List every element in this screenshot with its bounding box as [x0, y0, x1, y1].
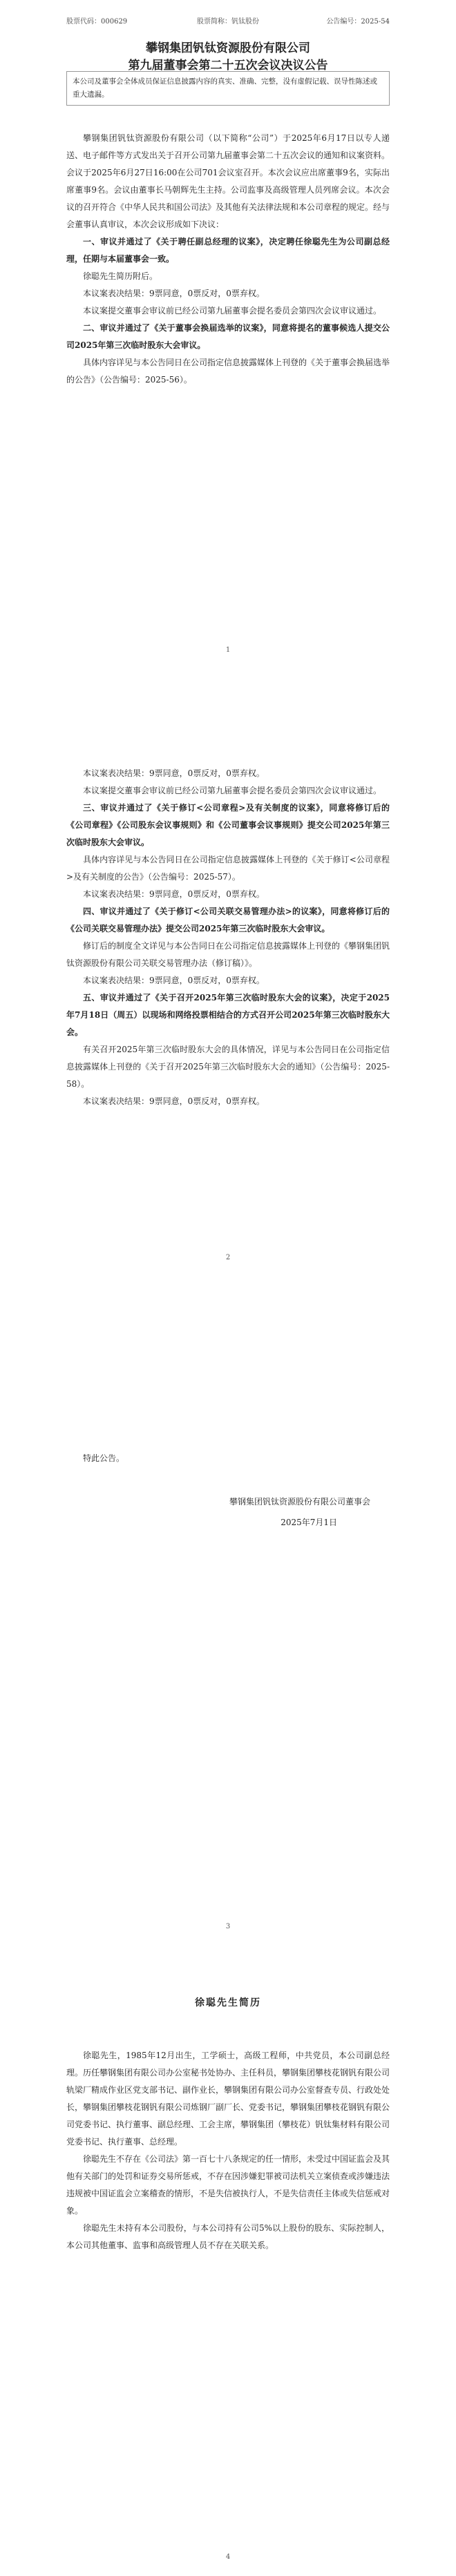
bio-paragraph-1: 徐聪先生，1985年12月出生，工学硕士，高级工程师，中共党员，本公司副总经理。历任攀钢集团有限公司办公室秘书处协办、主任科员，攀钢集团攀枝花钢钒有限公司轨梁厂精成作业区党支部书记、副作业长，攀钢集团有限公司办公室督查专员、行政处处长，攀钢集团攀枝花钢钒有限公司炼钢厂副厂长、党委书记，攀钢集团攀枝花钢钒有限公司党委书记、执行董事、副总经理、工会主席，攀钢集团（攀枝花）钒钛集材料有限公司党委书记、执行董事、总经理。	[66, 2051, 390, 2147]
resolution-3-title: 三、审议并通过了《关于修订<公司章程>及有关制度的议案》，同意将修订后的《公司章程》《公司股东会议事规则》和《公司董事会议事规则》提交公司2025年第三次临时股东大会审议。	[66, 803, 390, 847]
resolution-5-title: 五、审议并通过了《关于召开2025年第三次临时股东大会的议案》，决定于2025年7月18日（周五）以现场和网络投票相结合的方式召开公司2025年第三次临时股东大会。	[66, 993, 390, 1037]
document-header	[66, 15, 390, 26]
stock-code: 股票代码：000629	[66, 18, 128, 26]
resolution-5-vote: 本议案表决结果：9票同意，0票反对，0票弃权。	[83, 1096, 265, 1106]
page1-body	[66, 130, 390, 389]
company-title: 攀钢集团钒钛资源股份有限公司	[146, 41, 310, 55]
page-2	[0, 696, 456, 1395]
signature-block	[66, 1491, 390, 1533]
page-number: 4	[225, 2553, 231, 2561]
resolution-2-detail: 具体内容详见与本公告同日在公司指定信息披露媒体上刊登的《关于董事会换届选举的公告》（公告编号：2025-56）。	[66, 358, 390, 385]
signature-date: 2025年7月1日	[281, 1518, 337, 1527]
page-number: 2	[225, 1254, 231, 1261]
page-1	[0, 0, 456, 696]
resolution-2-committee-note: 本议案提交董事会审议前已经公司第九届董事会提名委员会第四次会议审议通过。	[83, 786, 382, 795]
resolution-1-vote: 本议案表决结果：9票同意，0票反对，0票弃权。	[83, 289, 265, 298]
page3-body	[66, 1450, 390, 1467]
bio-body	[66, 2047, 390, 2254]
resolution-1-title: 一、审议并通过了《关于聘任副总经理的议案》，决定聘任徐聪先生为公司副总经理，任期与本届董事会一致。	[66, 237, 390, 264]
bio-title: 徐聪先生简历	[195, 1997, 261, 2008]
disclaimer-box: 本公司及董事会全体成员保证信息披露内容的真实、准确、完整，没有虚假记载、误导性陈述或重大遗漏。	[66, 71, 390, 106]
intro-paragraph: 攀钢集团钒钛资源股份有限公司（以下简称“公司”）于2025年6月17日以专人递送、电子邮件等方式发出关于召开公司第九届董事会第二十五次会议的通知和议案资料。会议于2025年6月27日16:00在公司701会议室召开。本次会议应出席董事9名，实际出席董事9名。会议由董事长马朝辉先生主持。公司监事及高级管理人员列席会议。本次会议的召开符合《中华人民共和国公司法》及其他有关法律法规和本公司章程的规定。经与会董事认真审议，本次会议形成如下决议：	[66, 133, 390, 229]
resolution-3-detail: 具体内容详见与本公告同日在公司指定信息披露媒体上刊登的《关于修订<公司章程>及有关制度的公告》（公告编号：2025-57）。	[66, 855, 390, 882]
bio-paragraph-2: 徐聪先生不存在《公司法》第一百七十八条规定的任一情形，未受过中国证监会及其他有关部门的处罚和证券交易所惩戒，不存在因涉嫌犯罪被司法机关立案侦查或涉嫌违法违规被中国证监会立案稽查的情形，不是失信被执行人，不是失信责任主体或失信惩戒对象。	[66, 2154, 390, 2216]
resolution-4-vote: 本议案表决结果：9票同意，0票反对，0票弃权。	[83, 976, 265, 985]
closing-statement: 特此公告。	[83, 1453, 125, 1463]
resolution-1-bio-note: 徐聪先生简历附后。	[83, 271, 158, 281]
resolution-1-committee-note: 本议案提交董事会审议前已经公司第九届董事会提名委员会第四次会议审议通过。	[83, 306, 382, 316]
page2-body	[66, 765, 390, 1110]
stock-name: 股票简称：钒钛股份	[197, 18, 259, 26]
resolution-2-vote: 本议案表决结果：9票同意，0票反对，0票弃权。	[83, 768, 265, 778]
resolution-3-vote: 本议案表决结果：9票同意，0票反对，0票弃权。	[83, 889, 265, 899]
page-number: 3	[225, 1923, 231, 1930]
page-3	[0, 1395, 456, 1961]
resolution-4-detail: 修订后的制度全文详见与本公告同日在公司指定信息披露媒体上刊登的《攀钢集团钒钛资源股份有限公司关联交易管理办法（修订稿）》。	[66, 941, 390, 968]
resolution-5-detail: 有关召开2025年第三次临时股东大会的具体情况，详见与本公告同日在公司指定信息披露媒体上刊登的《关于召开2025年第三次临时股东大会的通知》（公告编号：2025-58）。	[66, 1045, 390, 1089]
resolution-4-title: 四、审议并通过了《关于修订<公司关联交易管理办法>的议案》，同意将修订后的《公司关联交易管理办法》提交公司2025年第三次临时股东大会审议。	[66, 907, 390, 933]
resolution-2-title: 二、审议并通过了《关于董事会换届选举的议案》，同意将提名的董事候选人提交公司2025年第三次临时股东大会审议。	[66, 323, 390, 350]
bio-paragraph-3: 徐聪先生未持有本公司股份，与本公司持有公司5%以上股份的股东、实际控制人，本公司其他董事、监事和高级管理人员不存在关联关系。	[66, 2223, 390, 2250]
page-number: 1	[225, 646, 231, 654]
announcement-title: 第九届董事会第二十五次会议决议公告	[128, 59, 328, 72]
announcement-number: 公告编号：2025-54	[326, 18, 390, 26]
signature-name: 攀钢集团钒钛资源股份有限公司董事会	[229, 1497, 370, 1507]
